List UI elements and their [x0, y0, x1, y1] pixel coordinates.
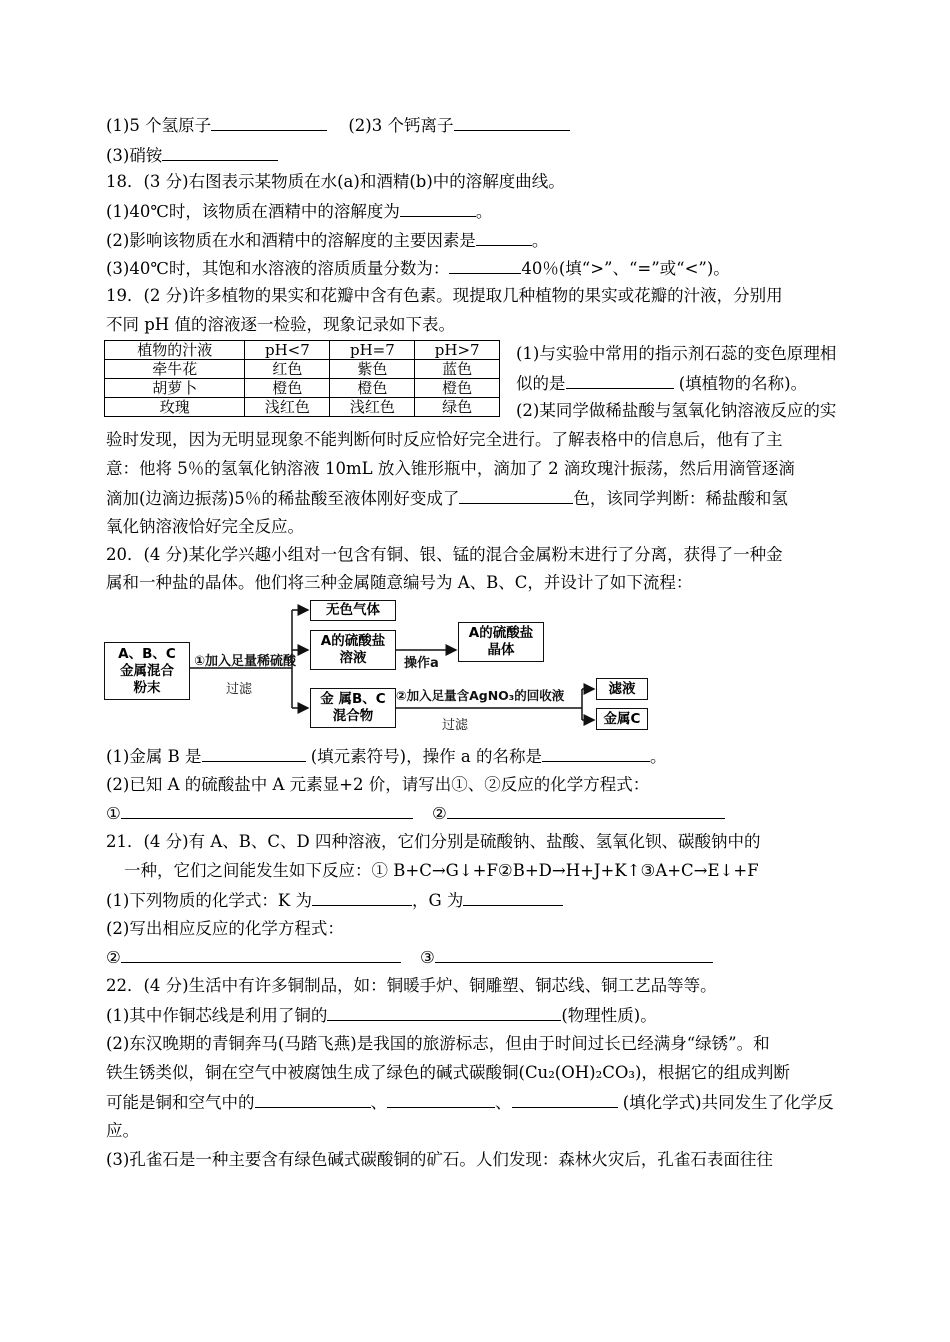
step2-label: ②加入足量含AgNO₃的回收液: [396, 688, 565, 703]
ph-color-table: [104, 340, 500, 417]
q21-part1: (1)下列物质的化学式：K 为 ，G 为: [106, 889, 563, 912]
q19-part1: (1)与实验中常用的指示剂石蕊的变色原理相: [516, 344, 837, 363]
q19-title: 19．(2 分)许多植物的果实和花瓣中含有色素。现提取几种植物的果实或花瓣的汁液，分别用: [106, 286, 783, 305]
q19-part2: (2)某同学做稀盐酸与氢氧化钠溶液反应的实: [516, 401, 837, 420]
q21-equations: ② ③: [106, 946, 713, 969]
answer-blank[interactable]: [202, 745, 306, 762]
filtrate-box: 滤液: [596, 678, 648, 700]
q22-line4: 可能是铜和空气中的 、 、 (填化学式)共同发生了化学反: [106, 1093, 834, 1112]
q19-line2: 不同 pH 值的溶液逐一检验，现象记录如下表。: [106, 315, 455, 334]
answer-blank[interactable]: [400, 200, 476, 217]
q20-part2: (2)已知 A 的硫酸盐中 A 元素显+2 价，请写出①、②反应的化学方程式：: [106, 775, 650, 794]
answer-blank[interactable]: [566, 372, 674, 389]
answer-blank[interactable]: [327, 1004, 561, 1021]
table-cell: 橙色: [415, 379, 500, 398]
q18-part3: (3)40℃时，其饱和水溶液的溶质质量分数为： 40％(填“>”、“=”或“<”)。: [106, 259, 730, 278]
answer-blank[interactable]: [447, 802, 725, 819]
q21-part2: (2)写出相应反应的化学方程式：: [106, 919, 344, 938]
answer-blank[interactable]: [121, 802, 413, 819]
answer-blank[interactable]: [312, 889, 412, 906]
q19-line6: 滴加(边滴边振荡)5％的稀盐酸至液体刚好变成了 色，该同学判断：稀盐酸和氢: [106, 489, 788, 508]
table-cell: 浅红色: [245, 398, 330, 417]
q19-line5: 意：他将 5％的氢氧化钠溶液 10mL 放入锥形瓶中，滴加了 2 滴玫瑰汁振荡，然后用滴管逐滴: [106, 459, 795, 478]
table-cell: 牵牛花: [105, 360, 245, 379]
separation-flowchart: [104, 600, 648, 732]
table-cell: 浅红色: [330, 398, 415, 417]
answer-blank[interactable]: [255, 1091, 371, 1108]
q17-line1: (1)5 个氢原子 (2)3 个钙离子: [106, 114, 570, 137]
answer-blank[interactable]: [449, 257, 521, 274]
table-row: [105, 360, 500, 379]
q19-line7: 氧化钠溶液恰好完全反应。: [106, 517, 304, 536]
answer-blank[interactable]: [162, 144, 278, 161]
table-cell: 紫色: [330, 360, 415, 379]
table-header: 植物的汁液: [105, 341, 245, 360]
table-header: pH<7: [245, 341, 330, 360]
table-cell: 橙色: [245, 379, 330, 398]
table-header: pH>7: [415, 341, 500, 360]
answer-blank[interactable]: [121, 946, 401, 963]
answer-blank[interactable]: [512, 1091, 618, 1108]
answer-blank[interactable]: [454, 114, 570, 131]
a-sulfate-crystal-box: A的硫酸盐 晶体: [458, 622, 544, 662]
q22-line5: 应。: [106, 1121, 139, 1140]
answer-blank[interactable]: [435, 946, 713, 963]
q21-title: 21．(4 分)有 A、B、C、D 四种溶液，它们分别是硫酸钠、盐酸、氢氧化钡、碳酸钠中的: [106, 832, 761, 851]
q18-part1: (1)40℃时，该物质在酒精中的溶解度为 。: [106, 202, 493, 221]
table-row: [105, 398, 500, 417]
answer-blank[interactable]: [463, 889, 563, 906]
q18-title: 18．(3 分)右图表示某物质在水(a)和酒精(b)中的溶解度曲线。: [106, 172, 565, 191]
colorless-gas-box: 无色气体: [310, 600, 396, 621]
mixed-powder-box: A、B、C 金属混合 粉末: [104, 642, 190, 700]
q20-line2: 属和一种盐的晶体。他们将三种金属随意编号为 A、B、C，并设计了如下流程：: [106, 573, 693, 592]
step1-label: ①加入足量稀硫酸: [194, 654, 297, 669]
table-header-row: [105, 341, 500, 360]
q20-equations: ① ②: [106, 802, 725, 825]
answer-blank[interactable]: [387, 1091, 495, 1108]
q22-title: 22．(4 分)生活中有许多铜制品，如：铜暖手炉、铜雕塑、铜芯线、铜工艺品等等。: [106, 976, 717, 995]
table-cell: 胡萝卜: [105, 379, 245, 398]
q18-part2: (2)影响该物质在水和酒精中的溶解度的主要因素是 。: [106, 231, 549, 250]
q20-title: 20．(4 分)某化学兴趣小组对一包含有铜、银、锰的混合金属粉末进行了分离，获得了一种金: [106, 545, 783, 564]
q22-part2: (2)东汉晚期的青铜奔马(马踏飞燕)是我国的旅游标志，但由于时间过长已经满身“绿锈”。和: [106, 1034, 770, 1053]
table-cell: 蓝色: [415, 360, 500, 379]
operation-a-label: 操作a: [404, 656, 439, 671]
q17-line2: (3)硝铵: [106, 144, 278, 167]
q22-part3: (3)孔雀石是一种主要含有绿色碱式碳酸铜的矿石。人们发现：森林火灾后，孔雀石表面往往: [106, 1150, 773, 1169]
table-header: pH=7: [330, 341, 415, 360]
q19-line4: 验时发现，因为无明显现象不能判断何时反应恰好完全进行。了解表格中的信息后，他有了主: [106, 430, 783, 449]
table-cell: 橙色: [330, 379, 415, 398]
q20-part1: (1)金属 B 是 (填元素符号)，操作 a 的名称是 。: [106, 747, 667, 766]
answer-blank[interactable]: [211, 114, 327, 131]
a-sulfate-solution-box: A的硫酸盐 溶液: [310, 630, 396, 670]
q19-part1-cont: 似的是 (填植物的名称)。: [516, 374, 808, 393]
answer-blank[interactable]: [542, 745, 650, 762]
q22-part1: (1)其中作铜芯线是利用了铜的 (物理性质)。: [106, 1006, 657, 1025]
copper-carbonate-formula: Cu₂(OH)₂CO₃: [524, 1063, 635, 1082]
table-cell: 玫瑰: [105, 398, 245, 417]
answer-blank[interactable]: [476, 229, 532, 246]
table-cell: 绿色: [415, 398, 500, 417]
q22-line3: 铁生锈类似，铜在空气中被腐蚀生成了绿色的碱式碳酸铜(Cu₂(OH)₂CO₃)，根据它的组成判断: [106, 1063, 790, 1082]
table-cell: 红色: [245, 360, 330, 379]
table-row: [105, 379, 500, 398]
filter1-label: 过滤: [226, 682, 253, 697]
bc-mixture-box: 金 属B、C 混合物: [310, 688, 396, 728]
q21-line2: 一种，它们之间能发生如下反应：① B+C→G↓+F②B+D→H+J+K↑③A+C→E↓+F: [124, 861, 759, 880]
answer-blank[interactable]: [459, 487, 573, 504]
metal-c-box: 金属C: [596, 708, 648, 730]
filter2-label: 过滤: [442, 718, 469, 733]
